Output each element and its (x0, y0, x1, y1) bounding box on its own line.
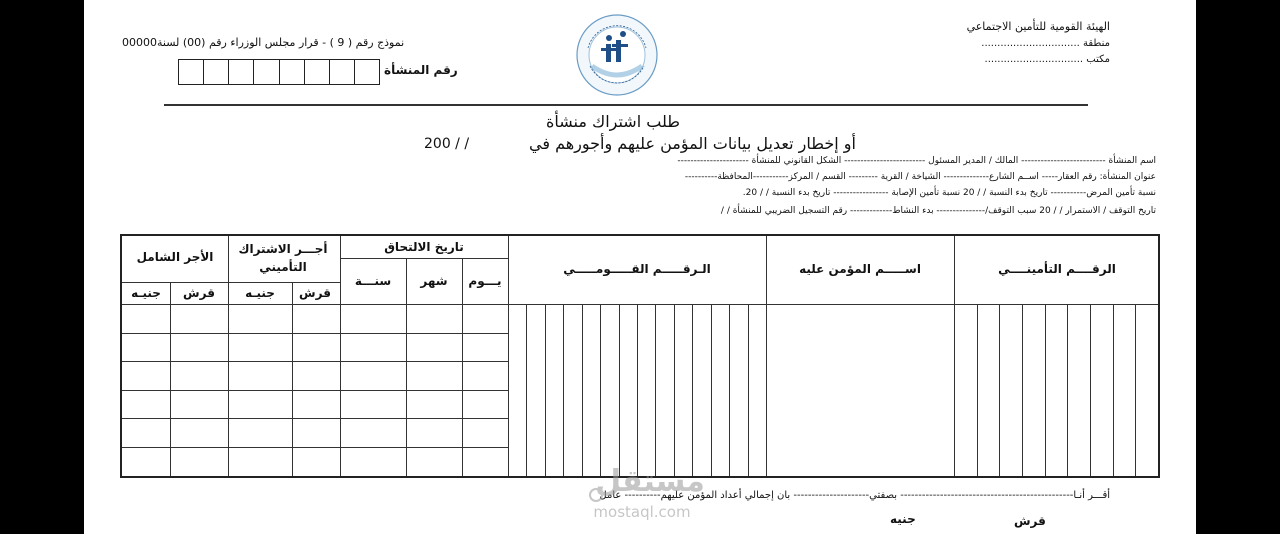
table-digit-divider (1113, 304, 1114, 476)
watermark (572, 455, 712, 525)
header-insurance-number: الرقــــم التأمينــــي (998, 262, 1116, 276)
header-total-pound: جنيـه (131, 286, 161, 300)
table-subheader-line (340, 258, 508, 259)
table-column-divider (508, 236, 509, 476)
header-insurance-wage: أجـــر الاشتراك التأميني (238, 242, 328, 274)
table-digit-divider (692, 304, 693, 476)
field-line-3: نسبة تأمين المرض----------- تاريخ بدء النسبة / / 20 نسبة تأمين الإصابة ----------------- تاريخ بدء النسبة / / 20. (742, 188, 1156, 198)
org-name: الهيئة القومية للتأمين الاجتماعي (966, 20, 1110, 33)
office-line (985, 54, 1110, 65)
table-digit-divider (977, 304, 978, 476)
table-digit-divider (526, 304, 527, 476)
form-date: 200 / / (424, 136, 470, 152)
table-subheader-line (122, 282, 340, 283)
establishment-number-boxes[interactable] (178, 59, 380, 85)
table-row-line (122, 447, 508, 448)
table-column-divider (228, 236, 229, 476)
table-digit-divider (563, 304, 564, 476)
office-dots: ............................... (984, 54, 1084, 65)
header-wage-pound: جنيـه (245, 286, 275, 300)
table-digit-divider (1090, 304, 1091, 476)
header-divider (164, 104, 1088, 106)
table-vline (462, 258, 463, 476)
table-row-line (122, 390, 508, 391)
header-total-wage: الأجر الشامل (136, 250, 214, 264)
table-digit-divider (619, 304, 620, 476)
table-row-line (122, 333, 508, 334)
header-national-number: الـرقـــــم القـــــومـــــي (563, 262, 711, 276)
table-digit-divider (748, 304, 749, 476)
table-digit-divider (674, 304, 675, 476)
table-digit-divider (582, 304, 583, 476)
table-digit-divider (1045, 304, 1046, 476)
table-digit-divider (1135, 304, 1136, 476)
footer-piaster: قرش (1014, 514, 1046, 528)
table-digit-divider (545, 304, 546, 476)
field-line-1: اسم المنشأة -------------------------- المالك / المدير المسئول ------------------------- الشكل القانوني للمنشأة ---------------------- (677, 156, 1156, 166)
header-join-date: تاريخ الالتحاق (384, 240, 464, 254)
table-vline (406, 258, 407, 476)
header-day: يـــوم (468, 274, 502, 288)
table-row-line (122, 418, 508, 419)
table-header-bottom (122, 304, 1158, 305)
form-sheet (84, 0, 1196, 534)
table-digit-divider (999, 304, 1000, 476)
region-line (981, 38, 1110, 49)
header-year: سنـــة (354, 274, 392, 288)
header-insured-name: اســـــم المؤمن عليه (799, 262, 921, 276)
table-digit-divider (637, 304, 638, 476)
table-digit-divider (600, 304, 601, 476)
table-digit-divider (711, 304, 712, 476)
establishment-number-label: رقم المنشأة (384, 63, 458, 77)
table-column-divider (954, 236, 955, 476)
header-month: شهر (420, 274, 448, 288)
insured-data-table (120, 234, 1160, 478)
table-row-line (122, 361, 508, 362)
form-reference: نموذج رقم ( 9 ) - قرار مجلس الوزراء رقم (00) لسنة00000 (122, 36, 405, 49)
table-column-divider (766, 236, 767, 476)
table-column-divider (340, 236, 341, 476)
table-digit-divider (1067, 304, 1068, 476)
footer-pound: جنيه (890, 512, 916, 526)
region-dots: ............................... (981, 38, 1080, 49)
region-label: منطقة (1083, 38, 1110, 49)
header-total-piaster: قرش (183, 286, 215, 300)
office-label: مكتب (1086, 54, 1110, 65)
form-title: طلب اشتراك منشأة (546, 112, 680, 131)
watermark-latin: mostaql.com (593, 503, 691, 521)
declaration-line: أقـــر أنـا------------------------------------------------ بصفتي--------------------- بان إجمالي أعداد المؤمن عليهم---------- عامل (599, 490, 1110, 501)
table-digit-divider (1022, 304, 1023, 476)
form-subtitle: أو إخطار تعديل بيانات المؤمن عليهم وأجورهم في (529, 134, 856, 153)
header-wage-piaster: قرش (299, 286, 331, 300)
organization-logo-icon (576, 14, 658, 96)
field-line-2: عنوان المنشأة: رقم العقار----- اســم الشارع-------------- الشياخة / القرية --------- القسم / المركز-----------المحافظة---------- (684, 172, 1156, 182)
field-line-4: تاريخ التوقف / الاستمرار / / 20 سبب التوقف/--------------- بدء النشاط------------- رقم التسجيل الضريبي للمنشأة / / (720, 206, 1156, 216)
table-digit-divider (729, 304, 730, 476)
watermark-arabic: مستقل (595, 464, 705, 499)
table-digit-divider (655, 304, 656, 476)
